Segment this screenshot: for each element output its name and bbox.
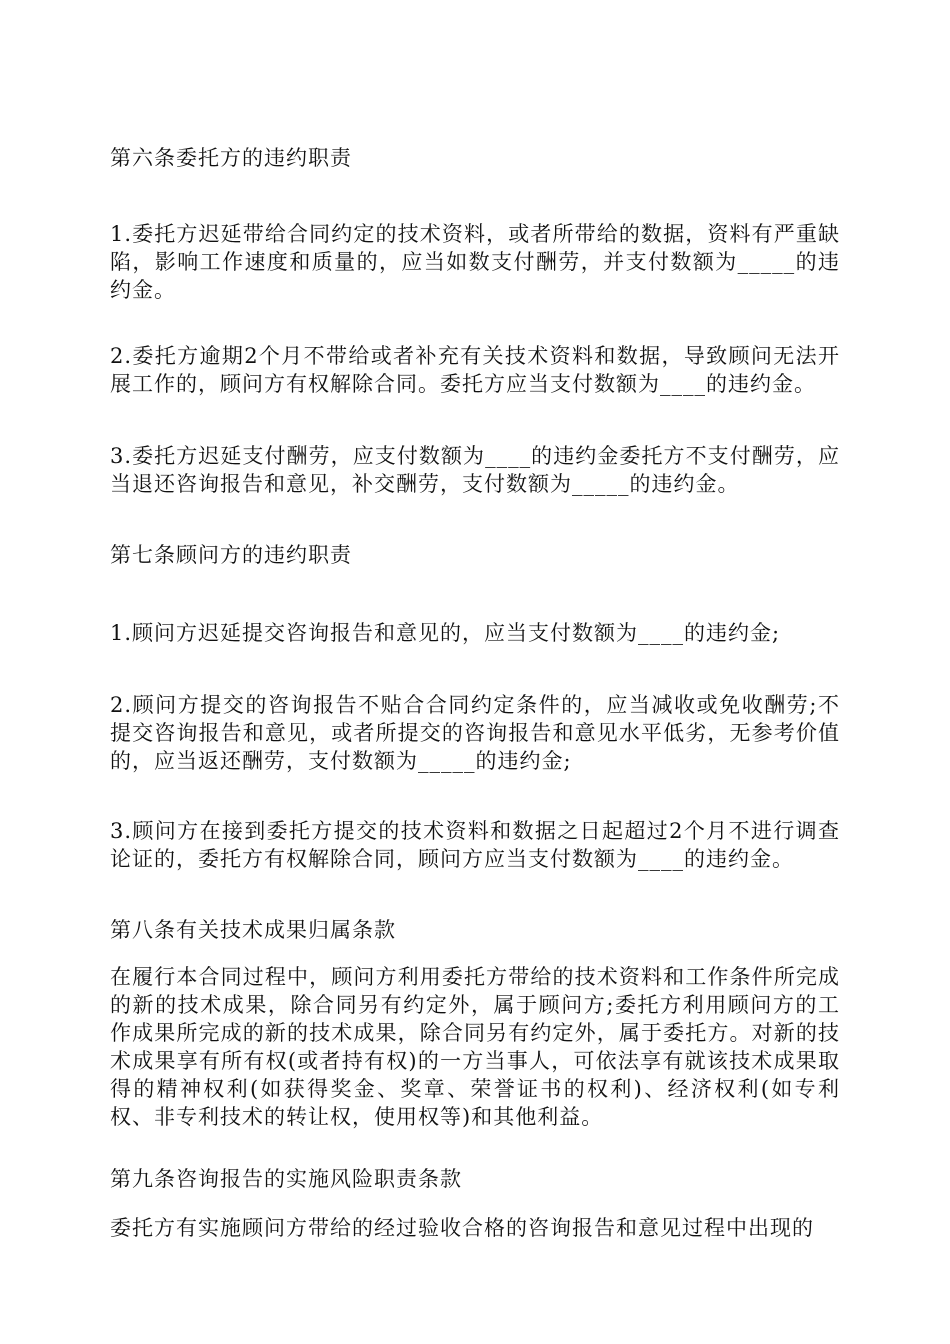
section-heading-8: 第八条有关技术成果归属条款	[110, 918, 396, 942]
clause-8-body: 在履行本合同过程中，顾问方利用委托方带给的技术资料和工作条件所完成的新的技术成果，除合同另有约定外，属于顾问方;委托方利用顾问方的工作成果所完成的新的技术成果，除合同另有约定外，属于委托方。对新的技术成果享有所有权(或者持有权)的一方当事人，可依法享有就该技术成果取得的精神权利(如获得奖金、奖章、荣誉证书的权利)、经济权利(如专利权、非专利技术的转让权，使用权等)和其他利益。	[110, 965, 840, 1129]
clause-6-1: 1.委托方迟延带给合同约定的技术资料，或者所带给的数据，资料有严重缺陷，影响工作速度和质量的，应当如数支付酬劳，并支付数额为_____的违约金。	[110, 222, 840, 302]
clause-7-1: 1.顾问方迟延提交咨询报告和意见的，应当支付数额为____的违约金;	[110, 621, 781, 645]
clause-7-3: 3.顾问方在接到委托方提交的技术资料和数据之日起超过2个月不进行调查论证的，委托方有权解除合同，顾问方应当支付数额为____的违约金。	[110, 819, 840, 871]
clause-7-2: 2.顾问方提交的咨询报告不贴合合同约定条件的，应当减收或免收酬劳;不提交咨询报告和意见，或者所提交的咨询报告和意见水平低劣，无参考价值的，应当返还酬劳，支付数额为_____的违约金;	[110, 693, 840, 773]
section-heading-9: 第九条咨询报告的实施风险职责条款	[110, 1167, 462, 1191]
clause-6-3: 3.委托方迟延支付酬劳，应支付数额为____的违约金委托方不支付酬劳，应当退还咨询报告和意见，补交酬劳，支付数额为_____的违约金。	[110, 444, 840, 496]
clause-6-2: 2.委托方逾期2个月不带给或者补充有关技术资料和数据，导致顾问无法开展工作的，顾问方有权解除合同。委托方应当支付数额为____的违约金。	[110, 344, 840, 396]
section-heading-7: 第七条顾问方的违约职责	[110, 543, 352, 567]
clause-9-body: 委托方有实施顾问方带给的经过验收合格的咨询报告和意见过程中出现的	[110, 1216, 814, 1240]
section-heading-6: 第六条委托方的违约职责	[110, 146, 352, 170]
document-page	[110, 0, 840, 1344]
